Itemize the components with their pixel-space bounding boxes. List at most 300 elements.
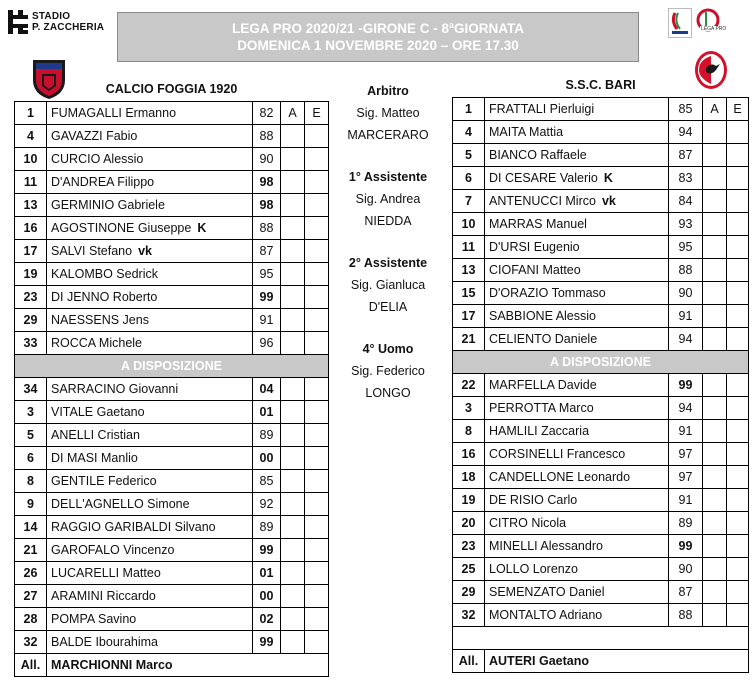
bench-row [453,419,749,442]
player-name-cell [485,304,669,327]
column-e-cell [727,258,749,281]
player-score: 90 [253,147,281,170]
bench-row [453,373,749,396]
player-name: CANDELLONE Leonardo [485,465,669,488]
bench-row [15,515,329,538]
player-name-cell [47,331,253,354]
column-a-cell [703,189,727,212]
player-number: 11 [453,235,485,258]
column-e-cell [727,442,749,465]
player-number: 6 [453,166,485,189]
column-a-cell [281,216,305,239]
player-score: 87 [253,239,281,262]
federation-logo-icon [668,8,692,38]
player-number: 23 [15,285,47,308]
column-a-cell [703,120,727,143]
column-a-cell [281,515,305,538]
bench-label: A DISPOSIZIONE [453,350,749,373]
player-score: 94 [669,327,703,350]
match-officials [338,80,438,404]
player-number: 13 [453,258,485,281]
coach-name: MARCHIONNI Marco [47,653,329,676]
column-e-cell [305,515,329,538]
player-row [15,262,329,285]
player-row [453,166,749,189]
column-a-cell [703,373,727,396]
player-score: 99 [669,534,703,557]
player-score: 88 [669,258,703,281]
player-score: 01 [253,561,281,584]
column-a-cell [703,166,727,189]
bench-row [15,538,329,561]
bench-row [15,446,329,469]
column-e-cell [305,377,329,400]
player-score: 94 [669,120,703,143]
player-name-cell [485,327,669,350]
column-a-cell [281,331,305,354]
team-name: CALCIO FOGGIA 1920 [105,82,238,97]
column-a-cell [281,630,305,653]
official-last-name: MARCERARO [347,128,429,142]
column-e-cell [727,419,749,442]
player-row [15,193,329,216]
player-name: DE RISIO Carlo [485,488,669,511]
player-name-cell [47,239,253,262]
official-last-name: NIEDDA [364,214,412,228]
player-score: 92 [253,492,281,515]
column-a-cell [281,193,305,216]
coach-label: All. [15,653,47,676]
player-score: 91 [669,419,703,442]
league-logos [668,8,726,38]
player-name: D'URSI Eugenio [489,239,580,254]
player-name: FUMAGALLI Ermanno [51,105,177,120]
player-name: DI JENNO Roberto [51,289,158,304]
column-a-cell [281,400,305,423]
player-name: SALVI Stefano [51,243,133,258]
player-name: MARFELLA Davide [485,373,669,396]
player-row [15,124,329,147]
player-name: CITRO Nicola [485,511,669,534]
column-a-cell [703,465,727,488]
column-e-cell [727,281,749,304]
official-first-name: Sig. Gianluca [350,278,426,292]
foggia-roster-table [14,78,329,677]
player-score: 97 [669,465,703,488]
column-e-cell [305,193,329,216]
player-name-cell [485,212,669,235]
player-number: 5 [15,423,47,446]
captain-flag: vk [601,193,616,208]
player-score: 91 [669,488,703,511]
official-last-name: LONGO [365,386,411,400]
bari-roster-table [452,74,749,673]
player-name: D'ANDREA Filippo [51,174,155,189]
player-name-cell [485,97,669,120]
column-a-cell [703,511,727,534]
player-number: 8 [453,419,485,442]
column-a-cell [281,446,305,469]
official-first-name: Sig. Andrea [355,192,421,206]
player-row [453,304,749,327]
column-e-cell [305,262,329,285]
player-row [15,170,329,193]
stadium-logo [8,10,104,34]
player-row [15,216,329,239]
player-row [453,258,749,281]
player-name: NAESSENS Jens [51,312,149,327]
match-title: LEGA PRO 2020/21 -GIRONE C - 8ªGIORNATA [231,21,525,36]
player-number: 23 [453,534,485,557]
column-e-cell [305,124,329,147]
column-e-cell [727,603,749,626]
player-score: 99 [253,630,281,653]
column-a-cell [703,143,727,166]
player-name: PERROTTA Marco [485,396,669,419]
bench-row [15,584,329,607]
player-score: 98 [253,170,281,193]
player-score: 93 [669,212,703,235]
team-title-row [15,78,329,101]
player-score: 87 [669,143,703,166]
player-number: 26 [15,561,47,584]
bench-row [453,580,749,603]
column-a-cell [703,442,727,465]
column-a-cell [703,396,727,419]
player-name: DI CESARE Valerio [489,170,598,185]
player-number: 27 [15,584,47,607]
player-number: 5 [453,143,485,166]
coach-row [453,649,749,672]
player-name: GAVAZZI Fabio [51,128,138,143]
column-a-cell [281,124,305,147]
player-score: 01 [253,400,281,423]
player-score: 00 [253,446,281,469]
official-first-name: Sig. Federico [351,364,425,378]
player-number: 29 [15,308,47,331]
player-name-cell [485,189,669,212]
player-score: 95 [669,235,703,258]
player-number: 15 [453,281,485,304]
column-a-header: A [281,101,305,124]
player-number: 17 [15,239,47,262]
team-title-row [453,74,749,97]
player-number: 20 [453,511,485,534]
player-number: 3 [453,396,485,419]
bench-row [453,488,749,511]
player-row [453,212,749,235]
column-e-cell [727,511,749,534]
player-name-cell [47,170,253,193]
bench-row [15,561,329,584]
player-name-cell [485,235,669,258]
column-a-cell [281,308,305,331]
bench-header-row [15,354,329,377]
player-row [453,327,749,350]
stadium-line2: P. ZACCHERIA [32,22,105,33]
player-row [453,143,749,166]
bench-header-row [453,350,749,373]
column-e-cell [305,239,329,262]
captain-flag: K [197,220,207,235]
column-e-cell [305,469,329,492]
player-name: BALDE Ibourahima [47,630,253,653]
column-a-cell [281,607,305,630]
player-name: VITALE Gaetano [47,400,253,423]
player-name: GERMINIO Gabriele [51,197,165,212]
player-score: 84 [669,189,703,212]
player-row [453,189,749,212]
column-a-cell [281,147,305,170]
player-score: 96 [253,331,281,354]
stadium-line1: STADIO [32,11,71,22]
player-score: 88 [253,216,281,239]
column-e-cell [727,212,749,235]
column-a-cell [281,377,305,400]
column-a-cell [703,580,727,603]
player-name: FRATTALI Pierluigi [489,101,595,116]
column-e-cell [727,189,749,212]
player-score: 83 [669,166,703,189]
column-e-cell [727,143,749,166]
column-a-cell [281,561,305,584]
column-e-cell [727,488,749,511]
player-score: 94 [669,396,703,419]
player-number: 13 [15,193,47,216]
player-name: SEMENZATO Daniel [485,580,669,603]
player-number: 16 [453,442,485,465]
player-name: MONTALTO Adriano [485,603,669,626]
player-name-cell [47,193,253,216]
column-e-cell [727,373,749,396]
captain-flag: K [603,170,613,185]
column-a-cell [703,258,727,281]
player-number: 14 [15,515,47,538]
player-name-cell [47,124,253,147]
player-score: 91 [253,308,281,331]
player-number: 21 [15,538,47,561]
player-number: 10 [15,147,47,170]
player-name-cell [47,216,253,239]
bench-row [15,400,329,423]
lega-pro-logo-icon [696,8,726,38]
stadium-mark-icon [8,10,28,34]
player-number: 29 [453,580,485,603]
player-score: 99 [253,285,281,308]
column-a-cell [281,492,305,515]
column-a-cell [703,603,727,626]
player-row [15,239,329,262]
player-score: 89 [253,423,281,446]
column-e-cell [305,538,329,561]
player-row [453,97,749,120]
column-e-cell [727,120,749,143]
column-e-cell [305,630,329,653]
player-number: 19 [453,488,485,511]
column-e-cell [305,147,329,170]
column-a-cell [281,584,305,607]
bench-row [453,465,749,488]
player-name-cell [47,285,253,308]
column-a-cell [281,262,305,285]
player-row [15,285,329,308]
official-role: 2° Assistente [348,256,428,270]
column-a-cell [281,423,305,446]
column-a-cell [281,170,305,193]
column-e-cell [305,400,329,423]
column-e-cell [727,580,749,603]
column-e-header: E [727,97,749,120]
column-e-cell [305,308,329,331]
player-name: ANTENUCCI Mirco [489,193,596,208]
column-e-cell [305,331,329,354]
player-name-cell [47,101,253,124]
player-score: 89 [669,511,703,534]
player-score: 88 [669,603,703,626]
official-first-name: Sig. Matteo [356,106,420,120]
bench-label: A DISPOSIZIONE [15,354,329,377]
column-e-cell [305,423,329,446]
player-name: AGOSTINONE Giuseppe [51,220,192,235]
column-e-cell [305,561,329,584]
player-score: 91 [669,304,703,327]
column-e-cell [727,327,749,350]
player-number: 4 [15,124,47,147]
player-name: GENTILE Federico [47,469,253,492]
player-row [453,235,749,258]
player-name: BIANCO Raffaele [489,147,587,162]
player-number: 1 [15,101,47,124]
player-number: 9 [15,492,47,515]
player-score: 99 [669,373,703,396]
column-a-cell [281,538,305,561]
column-a-cell [703,327,727,350]
player-number: 33 [15,331,47,354]
player-name: ROCCA Michele [51,335,142,350]
player-row [15,147,329,170]
player-name: KALOMBO Sedrick [51,266,158,281]
player-score: 88 [253,124,281,147]
player-name: ARAMINI Riccardo [47,584,253,607]
player-number: 11 [15,170,47,193]
player-score: 99 [253,538,281,561]
column-a-cell [703,281,727,304]
bench-row [453,442,749,465]
player-name-cell [485,166,669,189]
coach-row [15,653,329,676]
official-last-name: D'ELIA [368,300,408,314]
column-a-cell [703,304,727,327]
column-e-cell [727,557,749,580]
column-a-cell [703,557,727,580]
column-a-cell [703,488,727,511]
column-a-cell [281,285,305,308]
player-number: 7 [453,189,485,212]
player-name: GAROFALO Vincenzo [47,538,253,561]
player-name: CURCIO Alessio [51,151,144,166]
player-name: SARRACINO Giovanni [47,377,253,400]
player-name: MAITA Mattia [489,124,564,139]
player-name: CORSINELLI Francesco [485,442,669,465]
player-row [453,120,749,143]
bench-row [15,469,329,492]
player-name: HAMLILI Zaccaria [485,419,669,442]
team-name: S.S.C. BARI [565,78,636,93]
player-number: 28 [15,607,47,630]
column-a-cell [281,239,305,262]
player-score: 90 [669,557,703,580]
player-name-cell [485,281,669,304]
player-name-cell [485,143,669,166]
match-header [117,12,639,62]
column-a-header: A [703,97,727,120]
player-name: DELL'AGNELLO Simone [47,492,253,515]
player-name: RAGGIO GARIBALDI Silvano [47,515,253,538]
column-e-cell [727,166,749,189]
bench-row [15,377,329,400]
player-name: SABBIONE Alessio [489,308,596,323]
official-role: Arbitro [367,84,409,98]
column-e-cell [727,235,749,258]
official-role: 1° Assistente [348,170,428,184]
player-name: LUCARELLI Matteo [47,561,253,584]
player-name: D'ORAZIO Tommaso [489,285,606,300]
player-number: 3 [15,400,47,423]
empty-cell [453,626,749,649]
bench-row [453,511,749,534]
player-row [15,101,329,124]
player-score: 90 [669,281,703,304]
player-number: 19 [15,262,47,285]
player-name: LOLLO Lorenzo [485,557,669,580]
player-number: 10 [453,212,485,235]
bench-row [15,607,329,630]
player-name: CIOFANI Matteo [489,262,581,277]
column-e-cell [305,584,329,607]
bench-row [453,534,749,557]
player-name: DI MASI Manlio [47,446,253,469]
player-number: 1 [453,97,485,120]
column-e-header: E [305,101,329,124]
bench-row [453,396,749,419]
player-number: 32 [453,603,485,626]
player-number: 8 [15,469,47,492]
column-a-cell [281,469,305,492]
player-number: 4 [453,120,485,143]
column-e-cell [305,607,329,630]
column-e-cell [727,465,749,488]
column-e-cell [305,170,329,193]
player-name-cell [47,262,253,285]
bench-row [15,492,329,515]
player-number: 25 [453,557,485,580]
player-name-cell [485,258,669,281]
player-score: 98 [253,193,281,216]
column-a-cell [703,212,727,235]
player-number: 6 [15,446,47,469]
player-number: 22 [453,373,485,396]
player-number: 32 [15,630,47,653]
player-name: MINELLI Alessandro [485,534,669,557]
bench-row [15,630,329,653]
coach-label: All. [453,649,485,672]
empty-row [453,626,749,649]
player-name-cell [47,308,253,331]
player-name: MARRAS Manuel [489,216,587,231]
player-score: 85 [669,97,703,120]
svg-text:LEGA PRO: LEGA PRO [701,26,726,32]
player-number: 16 [15,216,47,239]
